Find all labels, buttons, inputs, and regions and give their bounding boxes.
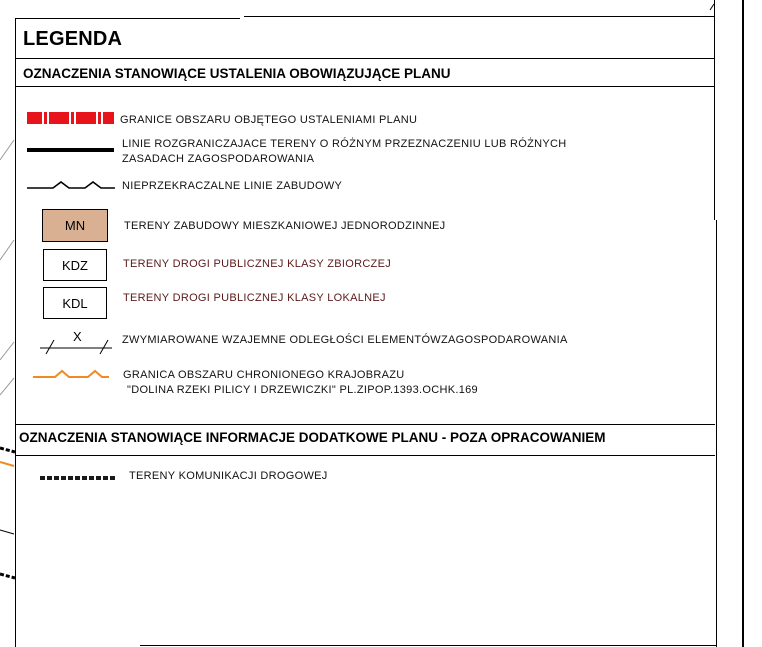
building-line-symbol — [27, 180, 117, 192]
road-terrain-label: TERENY KOMUNIKACJI DROGOWEJ — [129, 470, 328, 482]
map-line — [710, 4, 714, 10]
section1-title: OZNACZENIA STANOWIĄCE USTALENIA OBOWIĄZUJĄCE PLANU — [23, 66, 451, 81]
map-road-dashed — [0, 448, 15, 452]
mn-zone-label: TERENY ZABUDOWY MIESZKANIOWEJ JEDNORODZINNEJ — [124, 220, 446, 232]
kdl-zone-symbol: KDL — [43, 287, 107, 319]
kdz-zone-symbol: KDZ — [43, 249, 107, 281]
map-road-dashed — [0, 574, 15, 578]
protected-area-label: GRANICA OBSZARU CHRONIONEGO KRAJOBRAZU — [123, 369, 405, 381]
building-line-label: NIEPRZEKRACZALNE LINIE ZABUDOWY — [122, 180, 343, 192]
map-orange-line — [0, 462, 14, 466]
map-line — [0, 240, 14, 260]
protected-area-symbol — [33, 368, 113, 380]
map-line — [0, 342, 14, 360]
map-line — [0, 530, 14, 534]
mn-zone-symbol: MN — [42, 209, 108, 242]
protected-area-label-2: "DOLINA RZEKI PILICY I DRZEWICZKI" PL.ZIPOP.1393.OCHK.169 — [127, 384, 478, 396]
map-line — [0, 140, 14, 160]
dividing-lines-label-2: ZASADACH ZAGOSPODAROWANIA — [122, 153, 315, 165]
boundary-label: GRANICE OBSZARU OBJĘTEGO USTALENIAMI PLANU — [120, 114, 418, 126]
legend-title: LEGENDA — [23, 28, 123, 50]
section2-title: OZNACZENIA STANOWIĄCE INFORMACJE DODATKOWE PLANU - POZA OPRACOWANIEM — [19, 430, 606, 445]
road-terrain-symbol — [40, 475, 120, 481]
map-line — [0, 378, 14, 395]
kdz-zone-label: TERENY DROGI PUBLICZNEJ KLASY ZBIORCZEJ — [123, 258, 392, 270]
thick-line-symbol — [27, 148, 114, 152]
kdl-zone-label: TERENY DROGI PUBLICZNEJ KLASY LOKALNEJ — [123, 292, 386, 304]
dimension-mark: X — [73, 329, 82, 344]
dimension-label: ZWYMIAROWANE WZAJEMNE ODLEGŁOŚCI ELEMENTÓWZAGOSPODAROWANIA — [122, 334, 568, 346]
red-boundary-symbol — [27, 112, 117, 126]
dividing-lines-label: LINIE ROZGRANICZAJACE TERENY O RÓŻNYM PRZEZNACZENIU LUB RÓŻNYCH — [122, 138, 567, 150]
